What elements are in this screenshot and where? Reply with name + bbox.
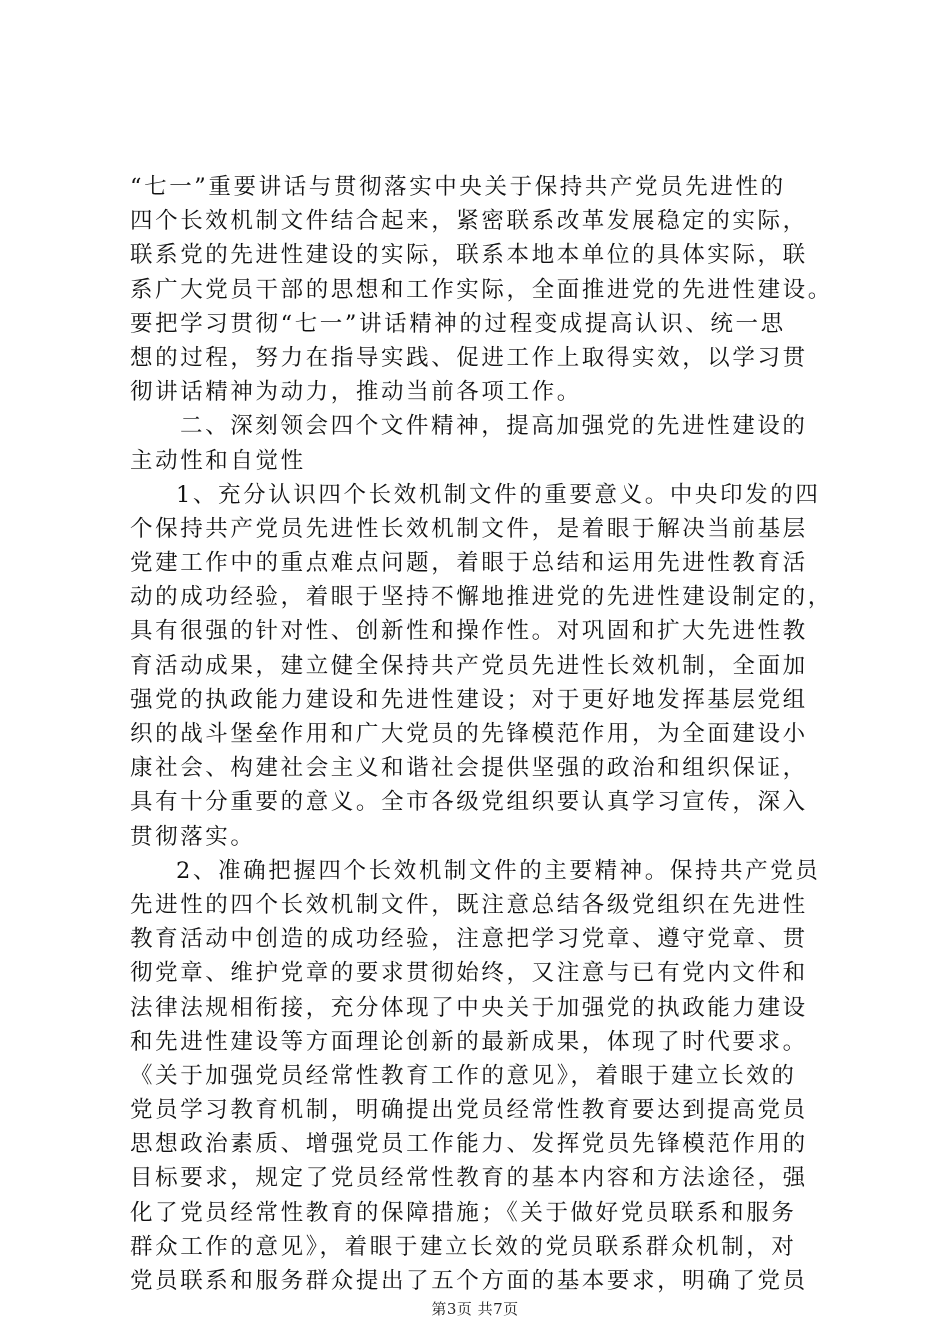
text-line: 《关于加强党员经常性教育工作的意见》，着眼于建立长效的 [130, 1062, 797, 1089]
text-line: 具有很强的针对性、创新性和操作性。对巩固和扩大先进性教 [130, 618, 808, 645]
text-line: 彻党章、维护党章的要求贯彻始终，又注意与已有党内文件和 [130, 960, 808, 987]
text-line: 要把学习贯彻“七一”讲话精神的过程变成提高认识、统一思 [130, 310, 786, 337]
text-line: 具有十分重要的意义。全市各级党组织要认真学习宣传，深入 [130, 789, 808, 816]
body-text [130, 170, 835, 1298]
text-line: 个保持共产党员先进性长效机制文件，是着眼于解决当前基层 [130, 515, 808, 542]
text-line: 目标要求，规定了党员经常性教育的基本内容和方法途径，强 [130, 1165, 808, 1192]
text-line: 彻讲话精神为动力，推动当前各项工作。 [130, 379, 582, 406]
text-line: 思想政治素质、增强党员工作能力、发挥党员先锋模范作用的 [130, 1131, 808, 1158]
text-line: 党建工作中的重点难点问题，着眼于总结和运用先进性教育活 [130, 550, 808, 577]
text-line: 贯彻落实。 [130, 823, 256, 850]
section-heading: 二、深刻领会四个文件精神，提高加强党的先进性建设的 [180, 413, 808, 440]
page-footer: 第3页 共7页 [431, 1300, 519, 1318]
text-line: 党员学习教育机制，明确提出党员经常性教育要达到提高党员 [130, 1097, 808, 1124]
text-line: 四个长效机制文件结合起来，紧密联系改革发展稳定的实际， [130, 208, 808, 235]
section-heading-continued: 主动性和自觉性 [130, 447, 306, 474]
text-line: 先进性的四个长效机制文件，既注意总结各级党组织在先进性 [130, 891, 808, 918]
text-line: 群众工作的意见》，着眼于建立长效的党员联系群众机制，对 [130, 1233, 797, 1260]
text-line: 法律法规相衔接，充分体现了中央关于加强党的执政能力建设 [130, 994, 808, 1021]
text-line: 动的成功经验，着眼于坚持不懈地推进党的先进性建设制定的， [130, 584, 833, 611]
paragraph-start: 1、充分认识四个长效机制文件的重要意义。中央印发的四 [176, 481, 821, 508]
text-line: 联系党的先进性建设的实际，联系本地本单位的具体实际，联 [130, 242, 808, 269]
text-line: 育活动成果，建立健全保持共产党员先进性长效机制，全面加 [130, 652, 808, 679]
text-line: 和先进性建设等方面理论创新的最新成果，体现了时代要求。 [130, 1028, 808, 1055]
text-line: 系广大党员干部的思想和工作实际，全面推进党的先进性建设。 [130, 276, 833, 303]
text-line: 教育活动中创造的成功经验，注意把学习党章、遵守党章、贯 [130, 926, 808, 953]
text-line: 强党的执政能力建设和先进性建设；对于更好地发挥基层党组 [130, 686, 808, 713]
text-line: “七一”重要讲话与贯彻落实中央关于保持共产党员先进性的 [130, 174, 786, 200]
text-line: 化了党员经常性教育的保障措施；《关于做好党员联系和服务 [130, 1199, 797, 1226]
text-line: 康社会、构建社会主义和谐社会提供坚强的政治和组织保证， [130, 755, 808, 782]
text-line: 想的过程，努力在指导实践、促进工作上取得实效，以学习贯 [130, 344, 808, 371]
text-line: 织的战斗堡垒作用和广大党员的先锋模范作用，为全面建设小 [130, 721, 808, 747]
text-line: 党员联系和服务群众提出了五个方面的基本要求，明确了党员 [130, 1268, 808, 1294]
paragraph-start: 2、准确把握四个长效机制文件的主要精神。保持共产党员 [176, 857, 821, 884]
